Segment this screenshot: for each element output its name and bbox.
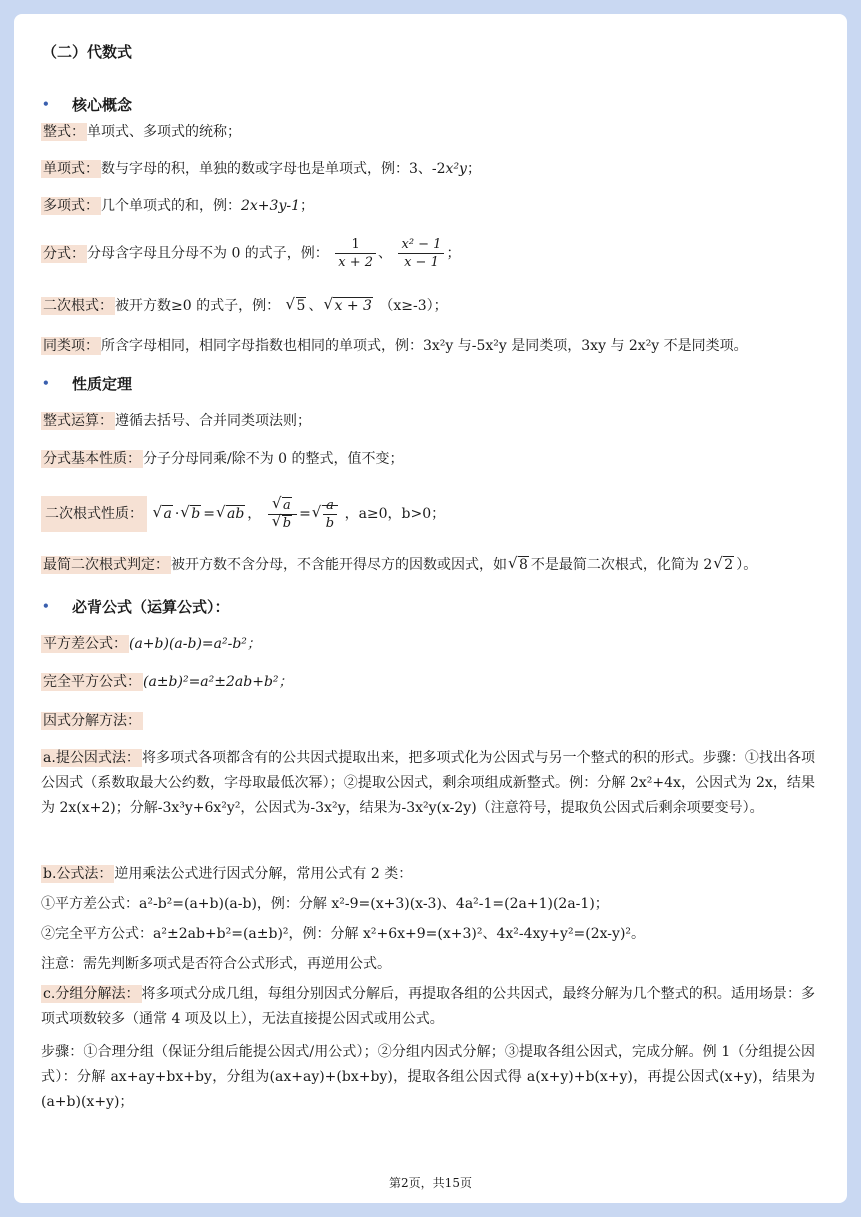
- term-definition: 被开方数≥0 的式子，例：: [115, 298, 281, 314]
- heading-text: 必背公式（运算公式）：: [72, 598, 230, 616]
- factoring-methods-label: 因式分解方法：: [43, 713, 141, 729]
- heading-text: 性质定理: [72, 375, 133, 393]
- method-b-note: 注意：需先判断多项式是否符合公式形式，再逆用公式。: [41, 956, 391, 972]
- radical-quotient-left: √ a √ b: [268, 497, 297, 532]
- bullet-icon: •: [42, 376, 50, 390]
- math-example: 2x+3y-1: [241, 198, 300, 214]
- term-definition: 将多项式分成几组，每组分别因式分解后，再提取各组的公共因式，最终分解为几个整式的积。适用场景：多项式项数较多（通常 4 项及以上），无法直接提公因式或用公式。: [41, 986, 815, 1027]
- radical-example-1: √ 5: [287, 295, 307, 317]
- term-definition: 单项式、多项式的统称；: [87, 124, 241, 140]
- bullet-icon: •: [42, 599, 50, 613]
- term-label: 二次根式：: [43, 298, 113, 314]
- term-definition: 将多项式各项都含有的公共因式提取出来，把多项式化为公因式与另一个整式的积的形式。步骤：①找出各项公因式（系数取最大公约数，字母取最低次幂）；②提取公因式，剩余项组成新整式。例：分解 2x²+4x，公因式为 2x，结果为 2x(x+2)；分解-3x³y+6x²y²，公因式为-3x²y，结果为-3x²y(x-2y)（注意符号，提取负公因式后剩余项要变号）。: [41, 750, 815, 816]
- method-c-grouping: [41, 982, 815, 1032]
- radical-condition: （x≥-3）；: [379, 298, 448, 314]
- method-b-formula: [41, 862, 815, 887]
- formula-difference-of-squares: [41, 633, 261, 655]
- term-label: b.公式法：: [43, 866, 113, 882]
- heading-text: 核心概念: [72, 96, 133, 114]
- heading-core-concepts: [42, 94, 132, 115]
- bullet-icon: •: [42, 97, 50, 111]
- property-simplest-radical: 最简二次根式判定： 被开方数不含分母，不含能开得尽方的因数或因式，如√ 8 不是最简二次根式，化简为 2√ 2 ）。: [41, 554, 757, 576]
- method-a-common-factor: [41, 746, 815, 821]
- property-fraction: [41, 448, 404, 470]
- concept-quadratic-radical: 二次根式： 被开方数≥0 的式子，例： √ 5 、√ x + 3 （x≥-3）；: [41, 295, 448, 317]
- term-label: 分式：: [43, 245, 85, 262]
- method-c-steps: 步骤：①合理分组（保证分组后能提公因式/用公式）；②分组内因式分解；③提取各组公因式，完成分解。例 1（分组提公因式）：分解 ax+ay+bx+by，分组为(ax+ay)+(bx+by)，提取各组公因式得 a(x+y)+b(x+y)，再提公因式(x+y)，结果为(a+b)(x+y)；: [41, 1044, 815, 1110]
- radical-quotient-right: √ $\frac{a}{b}$: [313, 492, 338, 536]
- method-b-item-2: ②完全平方公式：a²±2ab+b²=(a±b)²，例：分解 x²+6x+9=(x+3)²、4x²-4xy+y²=(2x-y)²。: [41, 926, 646, 942]
- method-b-item-1: ①平方差公式：a²-b²=(a+b)(a-b)，例：分解 x²-9=(x+3)(x-3)、4a²-1=(2a+1)(2a-1)；: [41, 896, 609, 912]
- heading-properties: [42, 373, 132, 394]
- section-title: （二）代数式: [42, 43, 133, 61]
- fraction-example-2: $\frac{\text{x² − 1}}{x - 1}$: [398, 236, 444, 271]
- document-page: [14, 14, 847, 1203]
- term-label: a.提公因式法：: [43, 750, 140, 766]
- property-radical: 二次根式性质： √ a ·√ b =√ ab ， √ a √ b = √ $\frac{a}{b}$ ，a≥0，b>0；: [41, 492, 445, 536]
- term-label: 多项式：: [43, 198, 99, 214]
- formula-text: (a+b)(a-b)=a²-b²；: [129, 636, 261, 652]
- term-label: 最简二次根式判定：: [43, 557, 169, 573]
- concept-fraction: 分式： 分母含字母且分母不为 0 的式子，例： $\frac{1}{x + 2}$ 、 $\frac{\text{x² − 1}}{x - 1}$ ；: [43, 237, 461, 270]
- radical-condition: ，a≥0，b>0；: [344, 506, 446, 522]
- concept-like-terms: [41, 335, 748, 357]
- heading-formulas: [42, 596, 230, 617]
- radical-example-2: √ x + 3: [324, 295, 372, 317]
- term-definition: 数与字母的积，单独的数或字母也是单项式，例：3、-2: [101, 161, 446, 177]
- formula-perfect-square: [41, 671, 293, 693]
- concept-integral-expression: [41, 121, 241, 143]
- term-label: 二次根式性质：: [41, 496, 147, 532]
- term-definition: 几个单项式的和，例：: [101, 198, 241, 214]
- term-label: 分式基本性质：: [43, 451, 141, 467]
- term-label: c.分组分解法：: [43, 986, 140, 1002]
- page-footer: 第2页，共15页: [389, 1176, 472, 1190]
- term-definition: 逆用乘法公式进行因式分解，常用公式有 2 类：: [114, 866, 413, 882]
- concept-polynomial: 多项式： 几个单项式的和，例：2x+3y-1；: [43, 198, 314, 214]
- term-label: 整式运算：: [43, 413, 113, 429]
- term-definition: 遵循去括号、合并同类项法则；: [115, 413, 311, 429]
- formula-text: (a±b)²=a²±2ab+b²；: [143, 674, 293, 690]
- term-definition: 分母含字母且分母不为 0 的式子，例：: [87, 245, 329, 262]
- concept-monomial: 单项式： 数与字母的积，单独的数或字母也是单项式，例：3、-2x²y；: [43, 161, 481, 177]
- term-label: 整式：: [43, 124, 85, 140]
- term-label: 同类项：: [43, 338, 99, 354]
- term-definition: 分子分母同乘/除不为 0 的整式，值不变；: [143, 451, 404, 467]
- math-example: x²y: [445, 161, 467, 177]
- term-label: 完全平方公式：: [43, 674, 141, 690]
- term-label: 平方差公式：: [43, 636, 127, 652]
- term-definition: 所含字母相同，相同字母指数也相同的单项式，例：3x²y 与-5x²y 是同类项，3xy 与 2x²y 不是同类项。: [101, 338, 748, 354]
- property-integral-ops: [41, 410, 311, 432]
- term-label: 单项式：: [43, 161, 99, 177]
- fraction-example-1: $\frac{1}{x + 2}$: [335, 236, 376, 271]
